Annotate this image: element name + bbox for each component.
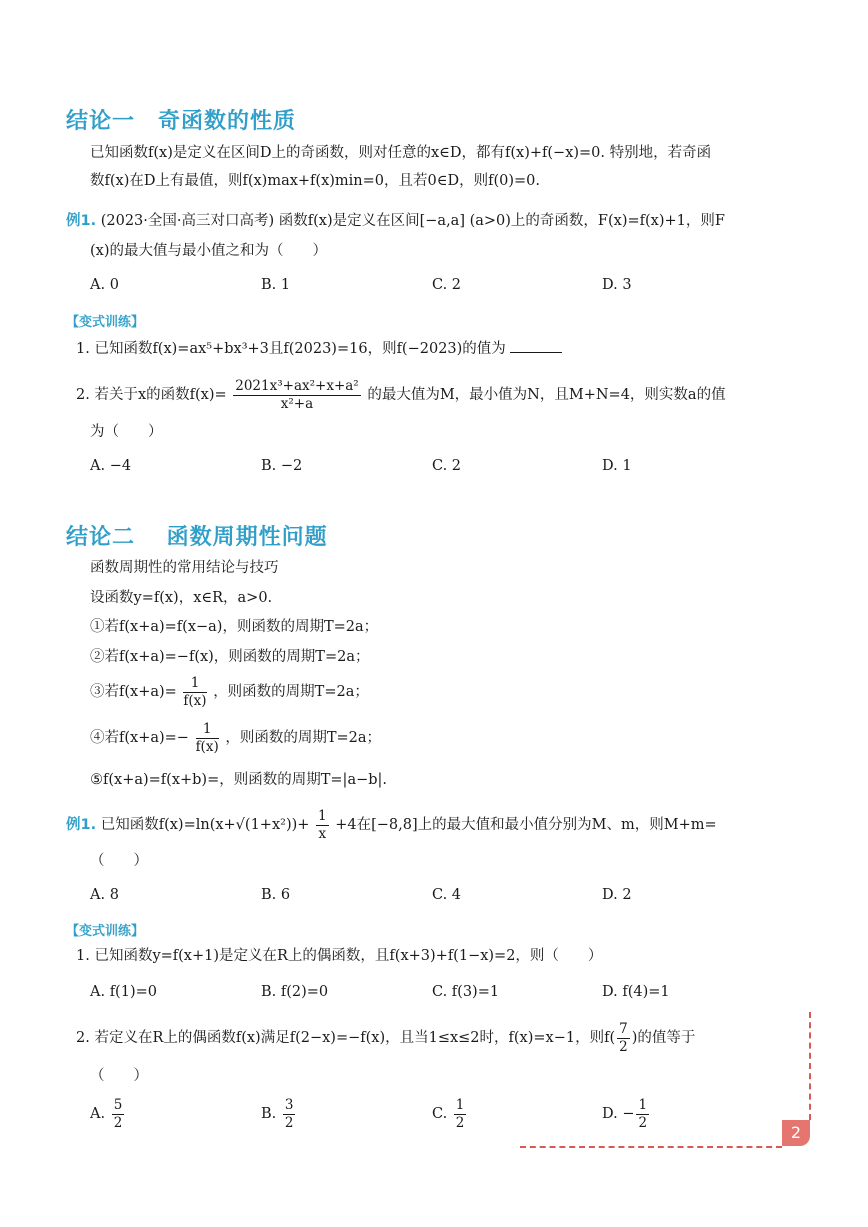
option-c: C. 2 bbox=[432, 458, 462, 474]
practice2-suffix: 的最大值为M，最小值为N，且M+N=4，则实数a的值 bbox=[367, 387, 726, 403]
fraction-denominator: x²+a bbox=[280, 395, 314, 412]
fraction-numerator: 1 bbox=[196, 721, 219, 739]
fraction-numerator: 1 bbox=[183, 675, 206, 693]
option-a: A. −4 bbox=[90, 458, 132, 474]
fraction bbox=[617, 1021, 630, 1056]
example2-line2: （ ） bbox=[90, 853, 148, 869]
option-d: D. 2 bbox=[602, 887, 632, 903]
option-b: B. f(2)=0 bbox=[261, 984, 329, 1000]
option-d: D. 1 bbox=[602, 458, 632, 474]
option-c: C. 2 bbox=[432, 277, 462, 293]
fraction-denominator: 2 bbox=[638, 1114, 648, 1131]
option-a: A. 8 bbox=[90, 887, 119, 903]
fraction-numerator: 5 bbox=[113, 1096, 123, 1113]
fraction-denominator: f(x) bbox=[195, 738, 219, 755]
section2-intro: 函数周期性的常用结论与技巧 bbox=[90, 560, 279, 576]
example-label: 例1. bbox=[66, 213, 97, 229]
option-sign: − bbox=[622, 1106, 635, 1122]
option-a: A. 0 bbox=[90, 277, 119, 293]
option-b: B. −2 bbox=[261, 458, 303, 474]
example1-line2: (x)的最大值与最小值之和为（ ） bbox=[90, 243, 327, 259]
rule-3-suffix: ，则函数的周期T=2a； bbox=[213, 684, 369, 700]
example1-line1: (2023·全国·高三对口高考) 函数f(x)是定义在区间[−a,a] (a>0)上的奇函数，F(x)=f(x)+1，则F bbox=[100, 213, 725, 229]
practice2-line2: 为（ ） bbox=[90, 424, 163, 440]
fraction-numerator: 1 bbox=[638, 1096, 648, 1113]
example2-suffix: +4在[−8,8]上的最大值和最小值分别为M、m，则M+m= bbox=[335, 817, 717, 833]
practice-tag: 【变式训练】 bbox=[66, 924, 145, 939]
option-a: A. f(1)=0 bbox=[90, 984, 157, 1000]
rule-5: ⑤f(x+a)=f(x+b)=，则函数的周期T=|a−b|. bbox=[90, 772, 388, 788]
fraction bbox=[283, 1097, 296, 1132]
practice2-prefix: 2. 若关于x的函数f(x)= bbox=[76, 387, 227, 403]
practice2-suffix: )的值等于 bbox=[631, 1030, 696, 1046]
fraction-denominator: 2 bbox=[113, 1114, 123, 1131]
section2-setup: 设函数y=f(x)，x∈R，a>0. bbox=[90, 590, 273, 606]
option-label: B. bbox=[261, 1106, 277, 1122]
fraction-denominator: 2 bbox=[455, 1114, 465, 1131]
fraction-numerator: 2021x³+ax²+x+a² bbox=[235, 377, 359, 394]
option-label: A. bbox=[90, 1106, 106, 1122]
fraction-denominator: f(x) bbox=[183, 692, 207, 709]
option-a bbox=[90, 1096, 126, 1132]
rule-1: ①若f(x+a)=f(x−a)，则函数的周期T=2a； bbox=[90, 619, 379, 635]
option-d: D. 3 bbox=[602, 277, 632, 293]
option-d: D. f(4)=1 bbox=[602, 984, 670, 1000]
option-c bbox=[432, 1096, 468, 1132]
option-d bbox=[602, 1096, 651, 1132]
section1-intro-line1: 已知函数f(x)是定义在区间D上的奇函数，则对任意的x∈D，都有f(x)+f(−x)=0. 特别地，若奇函 bbox=[90, 145, 712, 161]
fraction-numerator: 1 bbox=[318, 807, 327, 824]
answer-blank bbox=[510, 338, 562, 353]
dashed-border-bottom bbox=[520, 1146, 782, 1148]
rule-4-prefix: ④若f(x+a)=− bbox=[90, 730, 189, 746]
rule-4-suffix: ，则函数的周期T=2a； bbox=[225, 730, 382, 746]
option-b: B. 6 bbox=[261, 887, 291, 903]
option-label: C. bbox=[432, 1106, 448, 1122]
option-c: C. 4 bbox=[432, 887, 462, 903]
fraction-denominator: x bbox=[318, 825, 327, 842]
practice2-prefix: 2. 若定义在R上的偶函数f(x)满足f(2−x)=−f(x)，且当1≤x≤2时，f(x)=x−1，则f( bbox=[76, 1030, 616, 1046]
fraction bbox=[316, 808, 329, 843]
fraction-numerator: 7 bbox=[619, 1020, 628, 1037]
section2-title: 结论二 函数周期性问题 bbox=[66, 525, 328, 550]
section1-intro-line2: 数f(x)在D上有最值，则f(x)max+f(x)min=0，且若0∈D，则f(0)=0. bbox=[90, 173, 540, 189]
option-b: B. 1 bbox=[261, 277, 291, 293]
fraction bbox=[454, 1097, 467, 1132]
fraction-numerator: 1 bbox=[455, 1096, 465, 1113]
practice1-question: 1. 已知函数f(x)=ax⁵+bx³+3且f(2023)=16，则f(−2023)的值为 bbox=[76, 341, 506, 357]
fraction-numerator: 3 bbox=[284, 1096, 294, 1113]
fraction bbox=[183, 675, 206, 710]
example-label: 例1. bbox=[66, 817, 97, 833]
option-b bbox=[261, 1096, 297, 1132]
rule-3-prefix: ③若f(x+a)= bbox=[90, 684, 177, 700]
practice-tag: 【变式训练】 bbox=[66, 315, 145, 330]
practice2-line2: （ ） bbox=[90, 1068, 148, 1084]
example2-prefix: 已知函数f(x)=ln(x+√(1+x²))+ bbox=[100, 817, 310, 833]
practice1-question: 1. 已知函数y=f(x+1)是定义在R上的偶函数，且f(x+3)+f(1−x)=2，则（ ） bbox=[76, 948, 603, 964]
option-c: C. f(3)=1 bbox=[432, 984, 500, 1000]
option-label: D. bbox=[602, 1106, 618, 1122]
fraction bbox=[196, 721, 219, 756]
fraction bbox=[112, 1097, 125, 1132]
dashed-border-right bbox=[809, 1012, 811, 1120]
fraction bbox=[233, 378, 360, 413]
page-number: 2 bbox=[782, 1120, 810, 1146]
fraction bbox=[636, 1097, 649, 1132]
rule-2: ②若f(x+a)=−f(x)，则函数的周期T=2a； bbox=[90, 649, 370, 665]
fraction-denominator: 2 bbox=[284, 1114, 294, 1131]
fraction-denominator: 2 bbox=[619, 1038, 628, 1055]
section1-title: 结论一 奇函数的性质 bbox=[66, 109, 297, 134]
